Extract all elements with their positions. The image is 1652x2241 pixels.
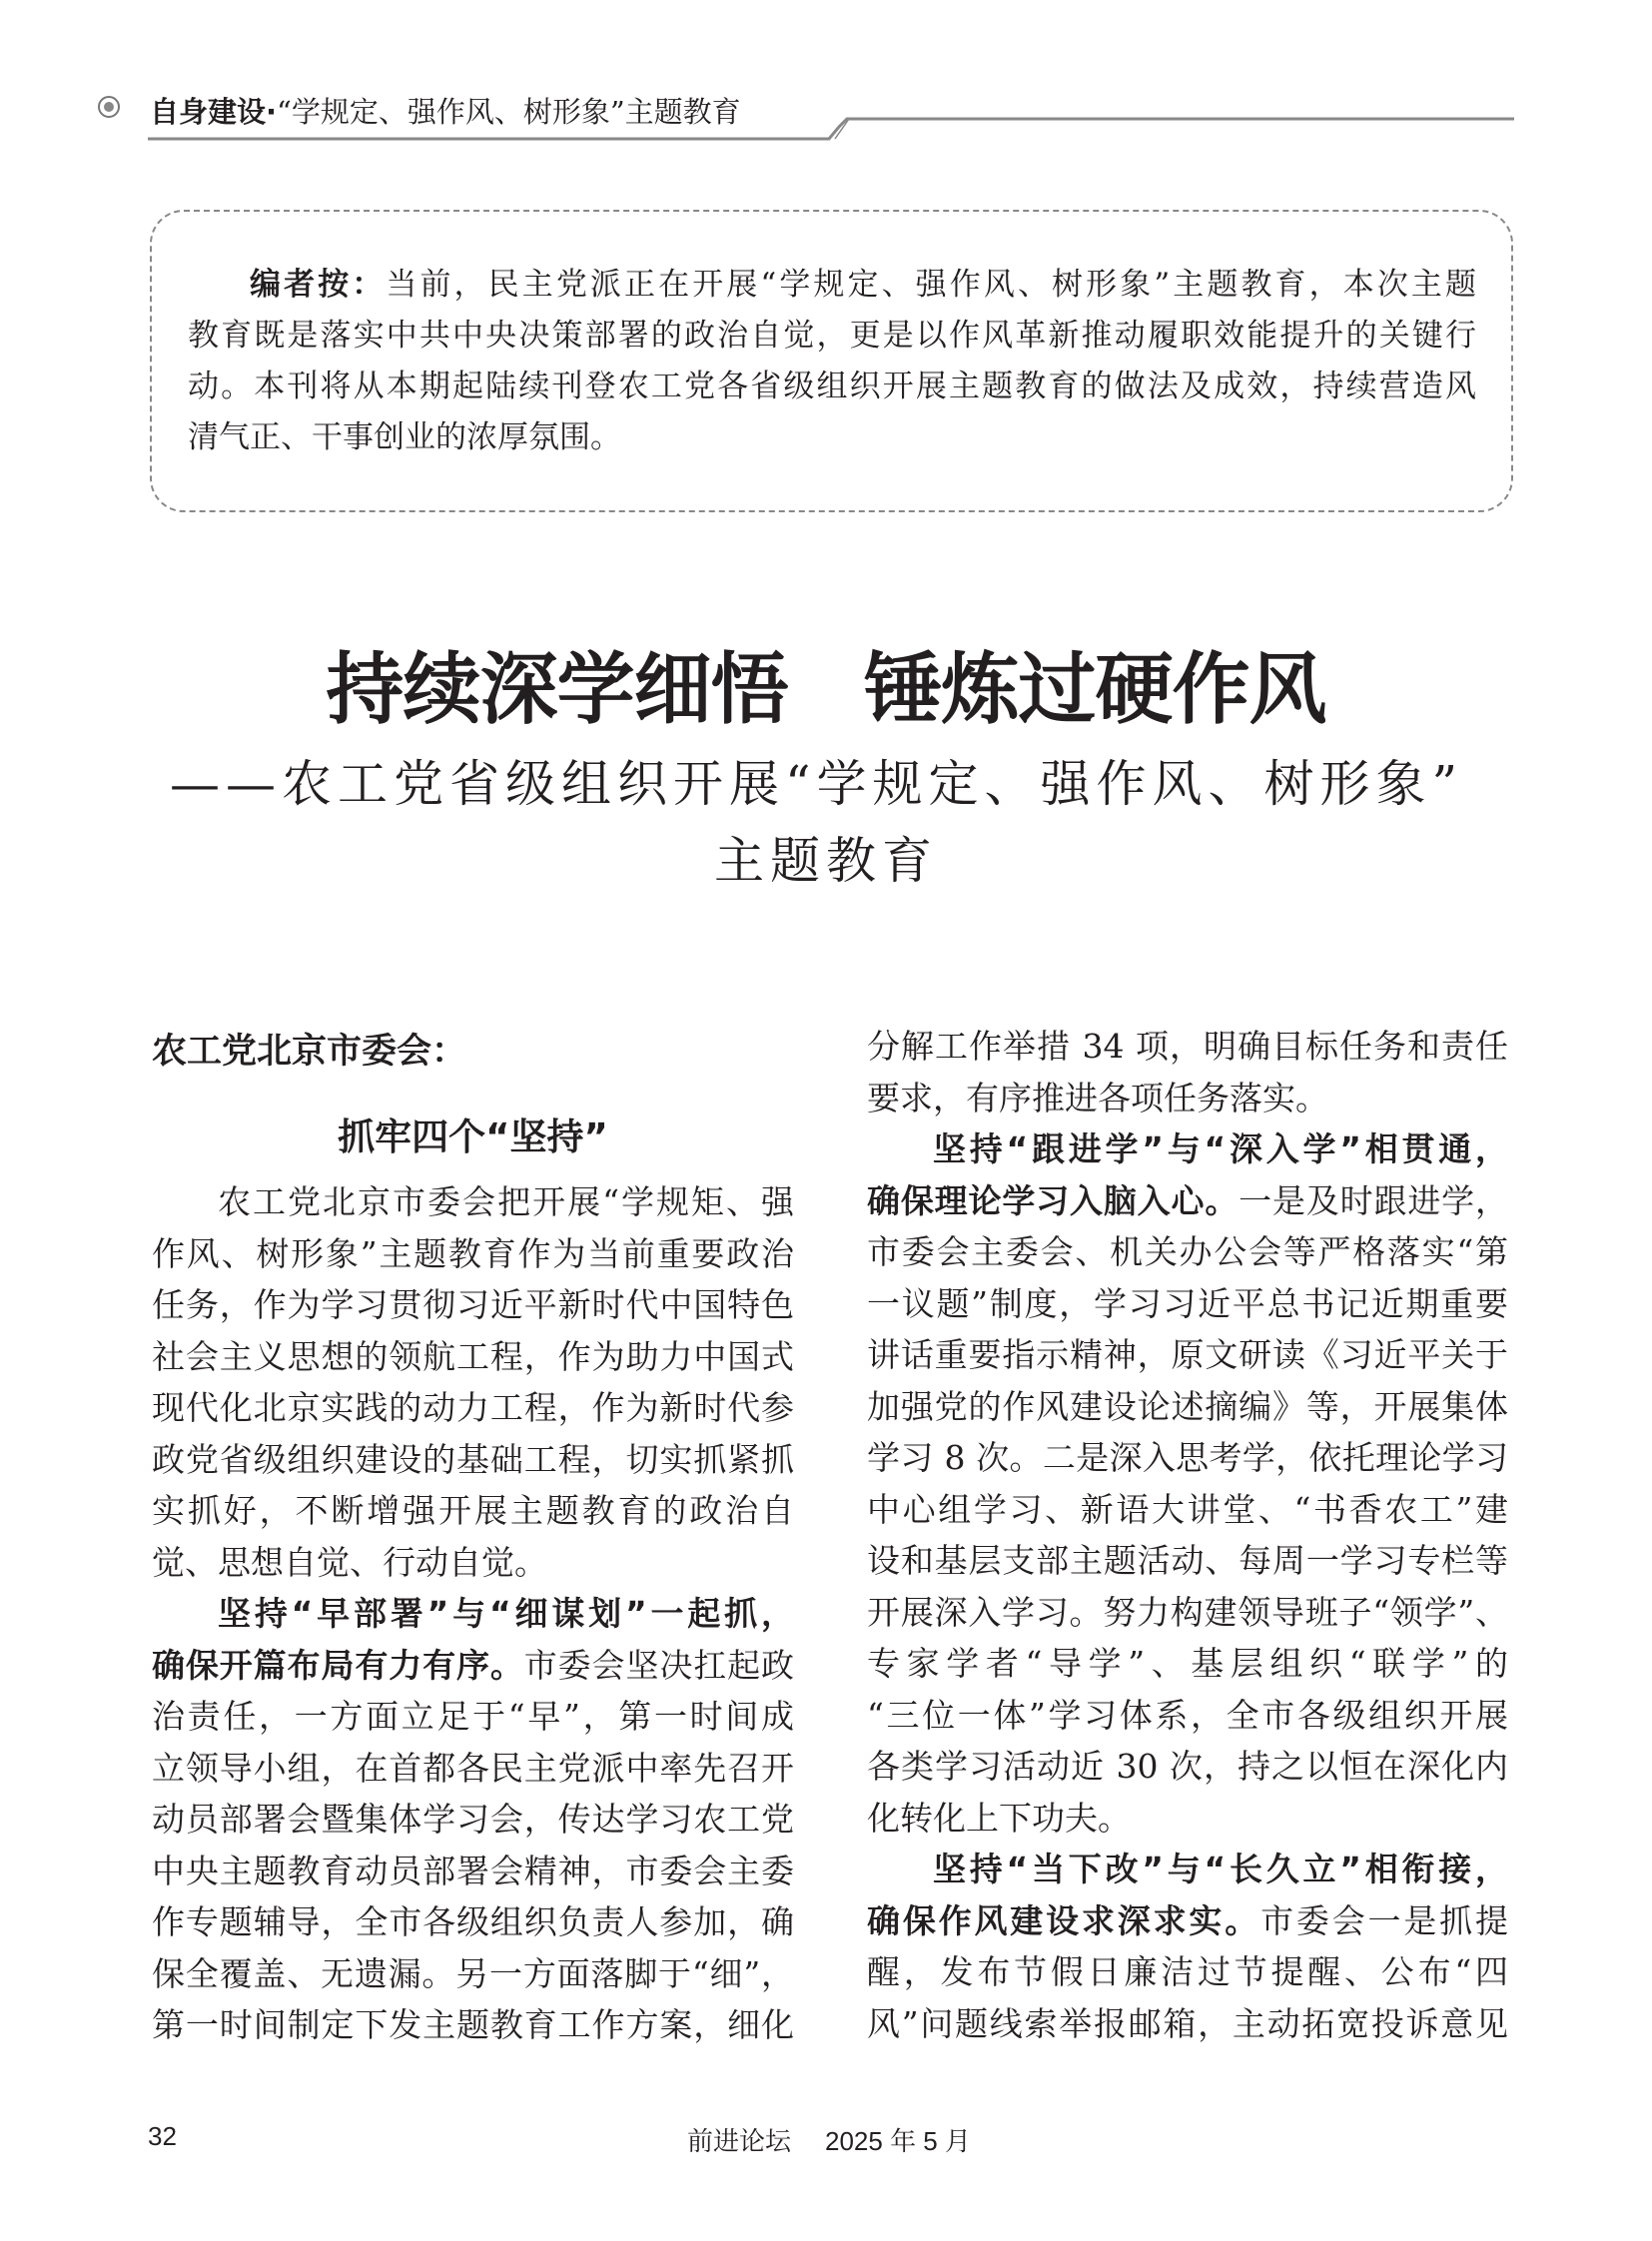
text-line (152, 1279, 794, 1331)
running-header (98, 90, 1516, 150)
line-text: 教育既是落实中共中央决策部署的政治自觉，更是以作风革新推动履职效能提升的关键行 (188, 318, 1476, 354)
text-line (867, 1175, 1508, 1227)
text-line (867, 1946, 1508, 1998)
text-line (867, 1998, 1508, 2050)
text-line (867, 1432, 1508, 1484)
line-text: 觉、思想自觉、行动自觉。 (152, 1542, 547, 1582)
line-text: 清气正、干事创业的浓厚氛围。 (188, 419, 621, 455)
line-text: 讲话重要指示精神，原文研读《习近平关于 (867, 1335, 1508, 1374)
bullet-circle-icon (98, 96, 120, 118)
line-text: 要求，有序推进各项任务落实。 (867, 1078, 1328, 1118)
text-line (867, 1638, 1508, 1690)
line-text: 各类学习活动近 30 次，持之以恒在深化内 (867, 1747, 1508, 1786)
journal-name: 前进论坛 (687, 2126, 792, 2156)
text-line (867, 1073, 1508, 1124)
section-subheading: 抓牢四个“坚持” (338, 1116, 608, 1158)
line-text: 动员部署会暨集体学习会，传达学习农工党 (152, 1800, 794, 1839)
bold-lead: 坚持“跟进学”与“深入学”相贯通， (933, 1129, 1508, 1168)
text-line (152, 1794, 794, 1846)
body-column-left (152, 1176, 794, 2051)
text-line (867, 1381, 1508, 1433)
text-line (152, 1896, 794, 1948)
text-line (188, 362, 1476, 412)
line-text: 化转化上下功夫。 (867, 1798, 1131, 1838)
text-line (867, 1226, 1508, 1278)
line-text: 社会主义思想的领航工程，作为助力中国式 (152, 1336, 794, 1376)
line-text: 学习 8 次。二是深入思考学，依托理论学习 (867, 1438, 1508, 1477)
body-column-right (867, 1021, 1508, 2049)
text-line (867, 1484, 1508, 1536)
line-text: 动。本刊将从本期起陆续刊登农工党各省级组织开展主题教育的做法及成效，持续营造风 (188, 369, 1476, 404)
text-line (867, 1329, 1508, 1381)
line-text: 市委会坚决扛起政 (523, 1645, 795, 1685)
line-text: 农工党北京市委会把开展“学规矩、强 (218, 1182, 794, 1221)
bold-lead: 确保开篇布局有力有序。 (152, 1645, 524, 1685)
line-text: 政党省级组织建设的基础工程，切实抓紧抓 (152, 1439, 794, 1479)
article-title: 持续深学细悟 锤炼过硬作风 (326, 645, 1326, 735)
line-text: 开展深入学习。努力构建领导班子“领学”、 (867, 1592, 1508, 1632)
header-section: 自身建设· (150, 95, 278, 129)
header-title (150, 90, 741, 131)
line-text: 分解工作举措 34 项，明确目标任务和责任 (867, 1027, 1508, 1066)
text-line (152, 1485, 794, 1537)
text-line (152, 1948, 794, 2000)
line-text: 中心组学习、新语大讲堂、“书香农工”建 (867, 1489, 1508, 1529)
text-line (867, 1535, 1508, 1587)
line-text: 风”问题线索举报邮箱，主动拓宽投诉意见 (867, 2003, 1508, 2043)
line-text: 市委会主委会、机关办公会等严格落实“第 (867, 1232, 1508, 1271)
header-topic: “学规定、强作风、树形象”主题教育 (277, 95, 741, 129)
text-line (867, 1895, 1508, 1947)
line-text: 加强党的作风建设论述摘编》等，开展集体 (867, 1386, 1508, 1426)
bold-lead: 坚持“当下改”与“长久立”相衔接， (933, 1850, 1508, 1888)
line-text: 中央主题教育动员部署会精神，市委会主委 (152, 1851, 794, 1890)
line-text: 保全覆盖、无遗漏。另一方面落脚于“细”， (152, 1953, 794, 1993)
text-line (152, 1176, 794, 1228)
text-line (867, 1844, 1508, 1895)
text-line (867, 1123, 1508, 1175)
line-text: 现代化北京实践的动力工程，作为新时代参 (152, 1388, 794, 1427)
article-subtitle: ——农工党省级组织开展“学规定、强作风、树形象” (170, 755, 1464, 813)
line-text: 设和基层支部主题活动、每周一学习专栏等 (867, 1541, 1508, 1580)
text-line (867, 1690, 1508, 1742)
issue-date: 2025 年 5 月 (825, 2126, 971, 2156)
text-line (152, 1640, 794, 1692)
bold-lead: 编者按： (250, 267, 387, 303)
text-line (867, 1021, 1508, 1073)
text-line (152, 1743, 794, 1795)
text-line (152, 1434, 794, 1486)
line-text: 治责任，一方面立足于“早”，第一时间成 (152, 1697, 794, 1736)
text-line (152, 1537, 794, 1589)
text-line (152, 1331, 794, 1383)
text-line (152, 1228, 794, 1280)
editor-note-text (188, 260, 1476, 463)
line-text: 专家学者“导学”、基层组织“联学”的 (867, 1644, 1508, 1683)
line-text: 任务，作为学习贯彻习近平新时代中国特色 (152, 1285, 794, 1324)
line-text: 当前，民主党派正在开展“学规定、强作风、树形象”主题教育，本次主题 (386, 267, 1476, 303)
text-line (152, 1382, 794, 1434)
bold-lead: 确保理论学习入脑入心。 (867, 1180, 1239, 1220)
line-text: 一议题”制度，学习习近平总书记近期重要 (867, 1283, 1508, 1323)
text-line (188, 260, 1476, 311)
line-text: 作专题辅导，全市各级组织负责人参加，确 (152, 1902, 794, 1941)
text-line (188, 412, 1476, 463)
line-text: 实抓好，不断增强开展主题教育的政治自 (152, 1491, 794, 1530)
bold-lead: 确保作风建设求深求实。 (867, 1900, 1261, 1940)
line-text: “三位一体”学习体系，全市各级组织开展 (867, 1695, 1508, 1735)
page-number: 32 (148, 2121, 177, 2151)
text-line (188, 311, 1476, 362)
text-line (152, 1999, 794, 2051)
text-line (152, 1588, 794, 1640)
editor-note-box (150, 210, 1513, 512)
line-text: 第一时间制定下发主题教育工作方案，细化 (152, 2005, 794, 2044)
text-line (867, 1278, 1508, 1330)
text-line (152, 1846, 794, 1897)
section-heading: 农工党北京市委会： (152, 1032, 467, 1072)
text-line (867, 1587, 1508, 1639)
line-text: 市委会一是抓提 (1260, 1900, 1509, 1940)
article-subtitle-continued: 主题教育 (714, 832, 938, 890)
text-line (867, 1793, 1508, 1845)
line-text: 一是及时跟进学， (1239, 1180, 1509, 1220)
line-text: 立领导小组，在首都各民主党派中率先召开 (152, 1748, 794, 1788)
line-text: 作风、树形象”主题教育作为当前重要政治 (152, 1233, 794, 1273)
text-line (867, 1741, 1508, 1793)
bold-lead: 坚持“早部署”与“细谋划”一起抓， (218, 1594, 794, 1633)
text-line (152, 1691, 794, 1743)
line-text: 醒，发布节假日廉洁过节提醒、公布“四 (867, 1952, 1508, 1991)
